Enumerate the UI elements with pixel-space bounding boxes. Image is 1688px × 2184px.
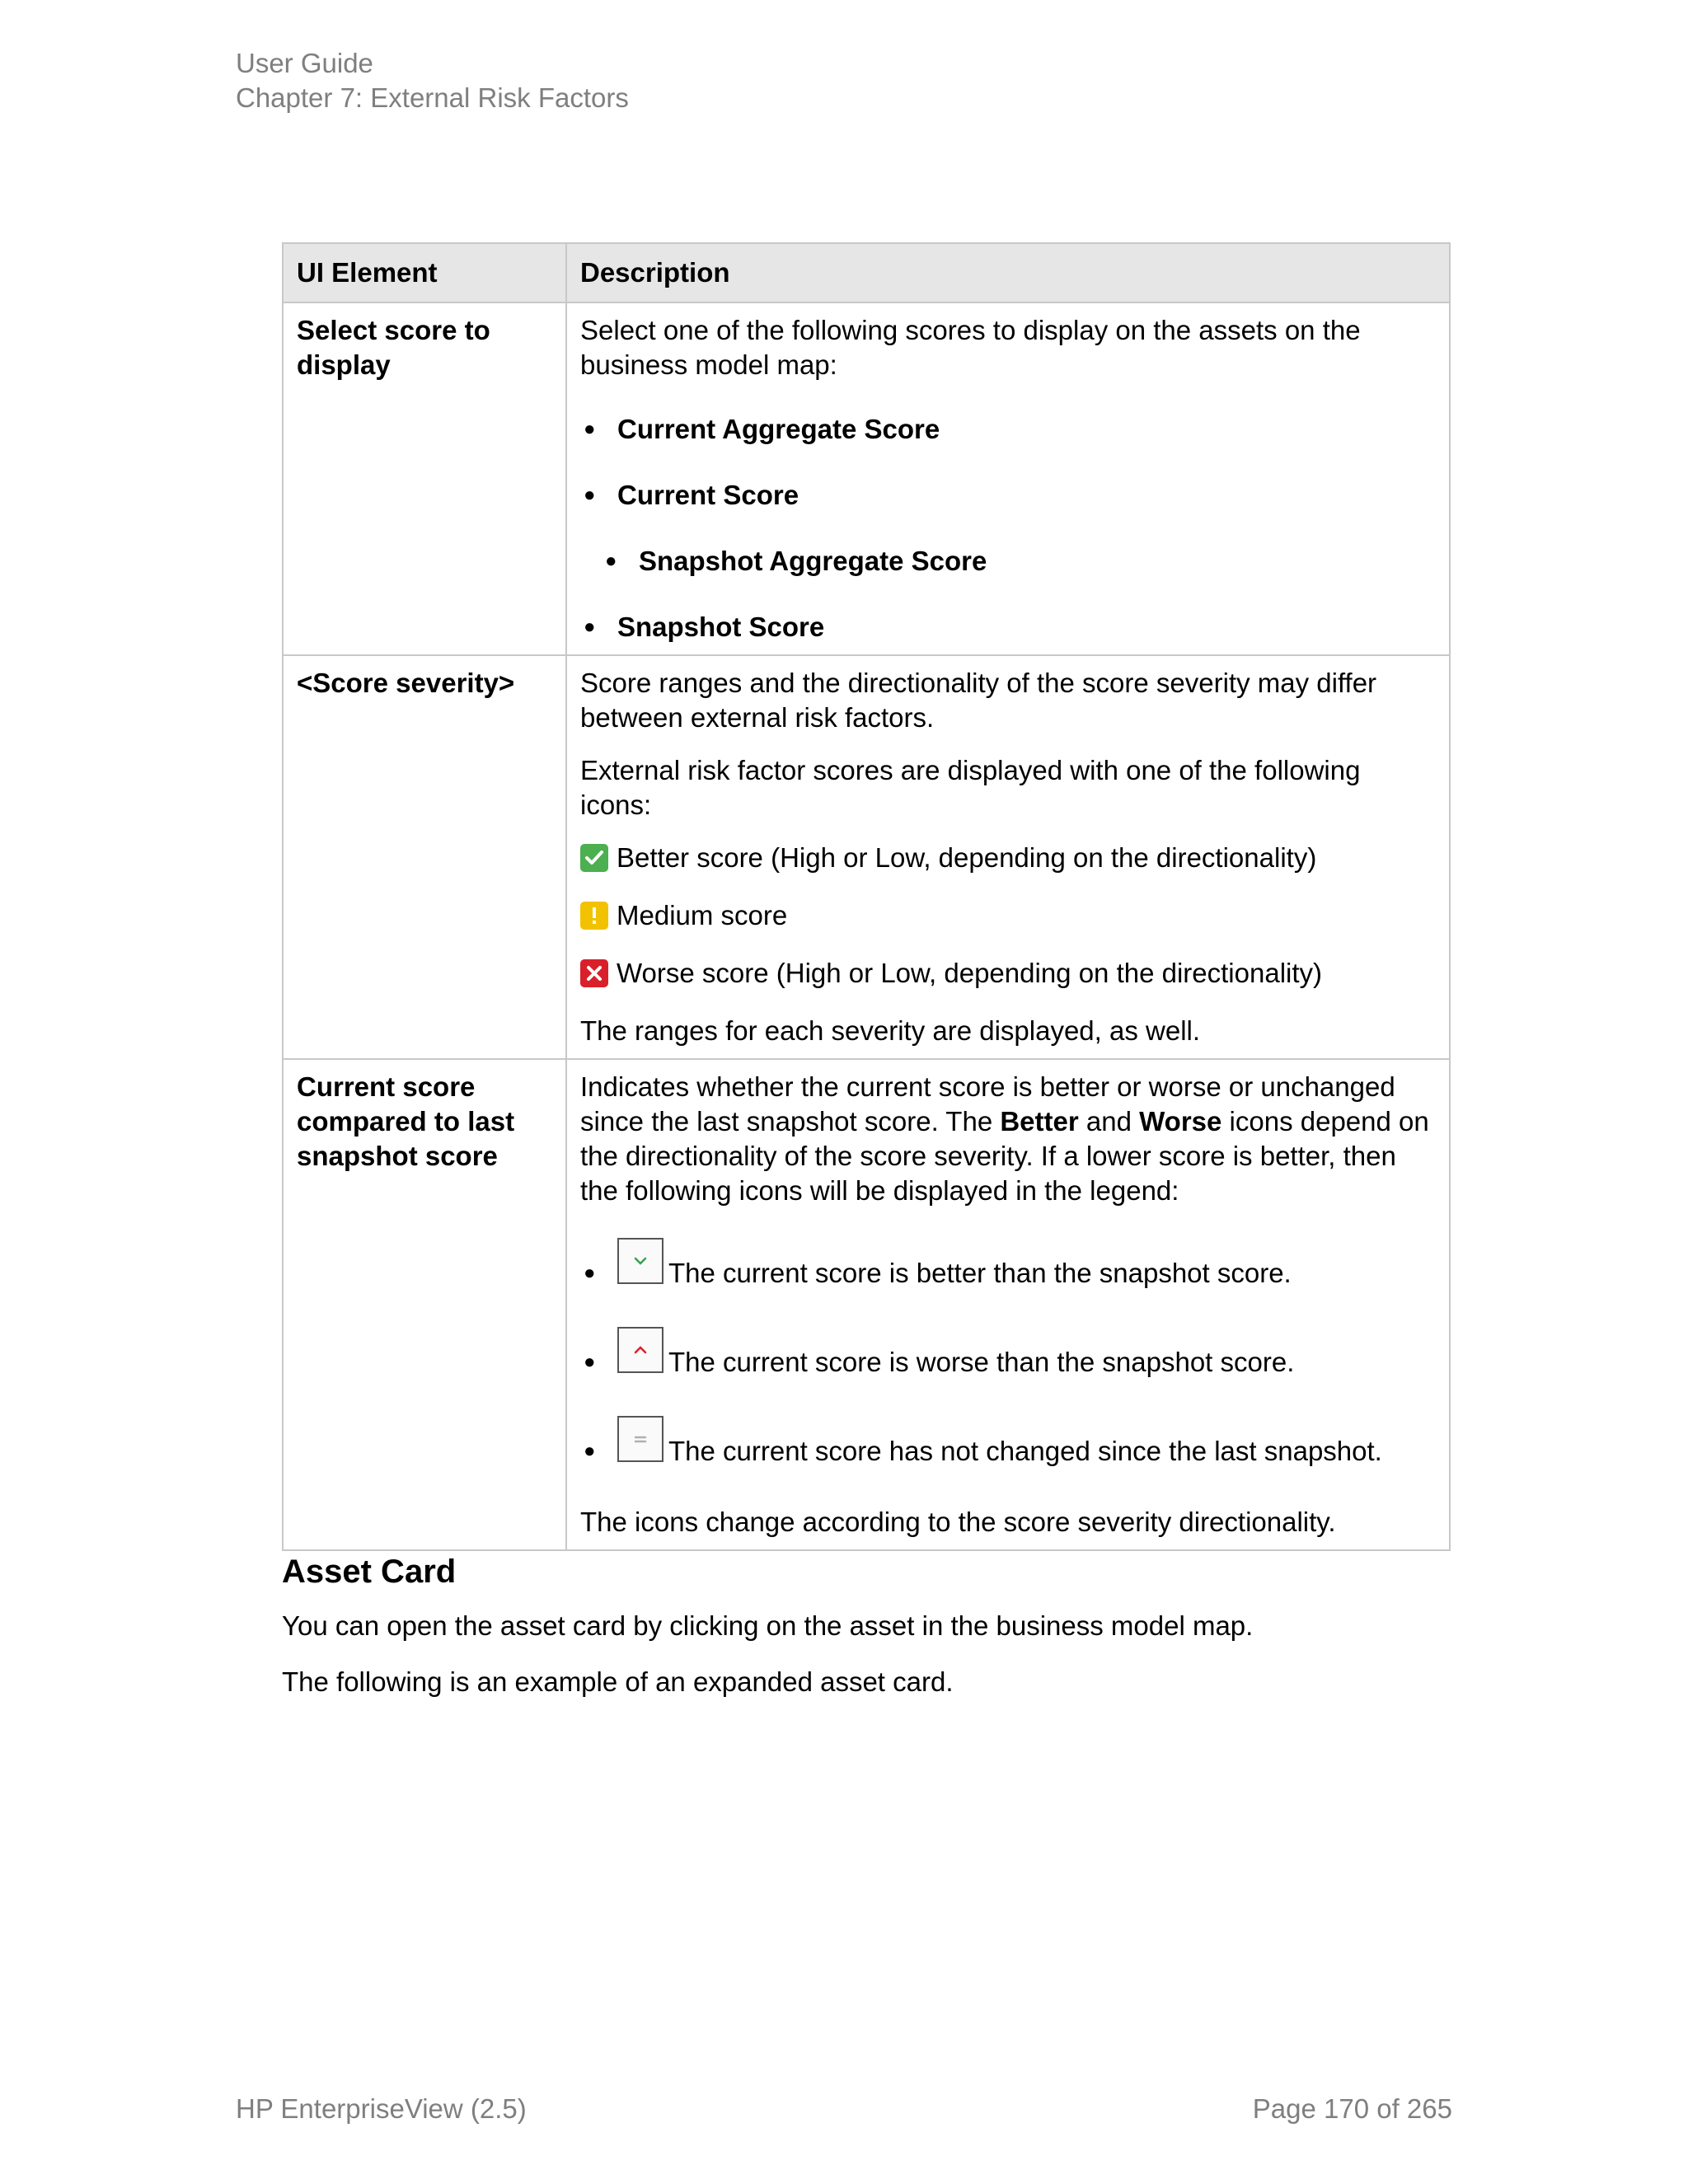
header-chapter-title: Chapter 7: External Risk Factors [236,82,629,113]
table-row [283,302,1450,655]
bullet-icon: ● [584,484,596,506]
comparison-outro: The icons change according to the score severity directionality. [580,1507,1336,1537]
ui-element-table [282,242,1451,1551]
trend-better-down-arrow-icon [617,1238,663,1284]
trend-worse-label: The current score is worse than the snapshot score. [668,1347,1295,1377]
row-description-score-severity [566,655,1450,1059]
column-header-ui-element: UI Element [283,243,566,302]
page-header [236,46,629,115]
severity-worse-label: Worse score (High or Low, depending on the directionality) [617,958,1323,988]
table-row [283,655,1450,1059]
row-element-score-severity: <Score severity> [283,655,566,1059]
list-item [580,412,1436,447]
severity-paragraph-2: External risk factor scores are displayed with one of the following icons: [580,755,1361,820]
severity-paragraph-1: Score ranges and the directionality of the score severity may differ between external risk factors. [580,668,1377,733]
list-item [580,478,1436,513]
table-header-row [283,243,1450,302]
list-item [580,610,1436,644]
section-paragraph-1: You can open the asset card by clicking on the asset in the business model map. [282,1610,1254,1641]
score-option-label: Snapshot Aggregate Score [639,546,987,576]
severity-worse-row [580,956,1436,991]
trend-worse-up-arrow-icon [617,1327,663,1373]
row-description-select-score [566,302,1450,655]
severity-medium-row [580,898,1436,933]
select-score-intro: Select one of the following scores to display on the assets on the business model map: [580,315,1361,380]
checkmark-icon [580,844,608,872]
legend-icons-list [580,1238,1436,1469]
row-element-score-comparison: Current score compared to last snapshot score [283,1059,566,1550]
footer-page-number: Page 170 of 265 [1252,2093,1452,2124]
severity-better-row [580,841,1436,875]
score-option-label: Current Score [617,480,799,510]
comparison-intro-text: and [1078,1106,1140,1137]
severity-better-label: Better score (High or Low, depending on the directionality) [617,842,1317,873]
footer-product-name: HP EnterpriseView (2.5) [236,2093,527,2124]
column-header-description: Description [566,243,1450,302]
comparison-intro [580,1070,1436,1208]
bullet-icon: ● [584,1262,596,1284]
list-item [580,1238,1436,1291]
trend-better-label: The current score is better than the snapshot score. [668,1258,1292,1288]
score-options-list [580,412,1436,644]
exclamation-icon [580,902,608,930]
section-paragraph-2: The following is an example of an expanded asset card. [282,1666,954,1697]
row-element-select-score: Select score to display [283,302,566,655]
x-mark-icon [580,959,608,987]
bullet-icon: ● [584,418,596,440]
better-keyword: Better [1000,1106,1079,1137]
comparison-intro-text: Indicates whether the current score is better or worse or unchanged since the last snapshot score. The [580,1071,1395,1137]
table-row [283,1059,1450,1550]
list-item [580,1327,1436,1380]
severity-paragraph-3: The ranges for each severity are displayed, as well. [580,1015,1201,1046]
trend-unchanged-label: The current score has not changed since the last snapshot. [668,1436,1382,1466]
trend-unchanged-equals-icon [617,1416,663,1462]
page-footer [236,2093,1452,2125]
bullet-icon: ● [605,550,617,572]
row-description-score-comparison [566,1059,1450,1550]
score-option-label: Current Aggregate Score [617,414,940,444]
bullet-icon: ● [584,1440,596,1462]
comparison-intro-text: icons depend on the directionality of the score severity. If a lower score is better, then the following icons will be displayed in the legend: [580,1106,1429,1206]
section-title: Asset Card [282,1554,457,1590]
bullet-icon: ● [584,616,596,638]
bullet-icon: ● [584,1351,596,1373]
header-doc-title: User Guide [236,48,373,78]
list-item [580,1416,1436,1469]
asset-card-section [282,1549,1451,1721]
severity-medium-label: Medium score [617,900,788,930]
list-item [602,544,1436,579]
score-option-label: Snapshot Score [617,612,825,642]
worse-keyword: Worse [1139,1106,1222,1137]
